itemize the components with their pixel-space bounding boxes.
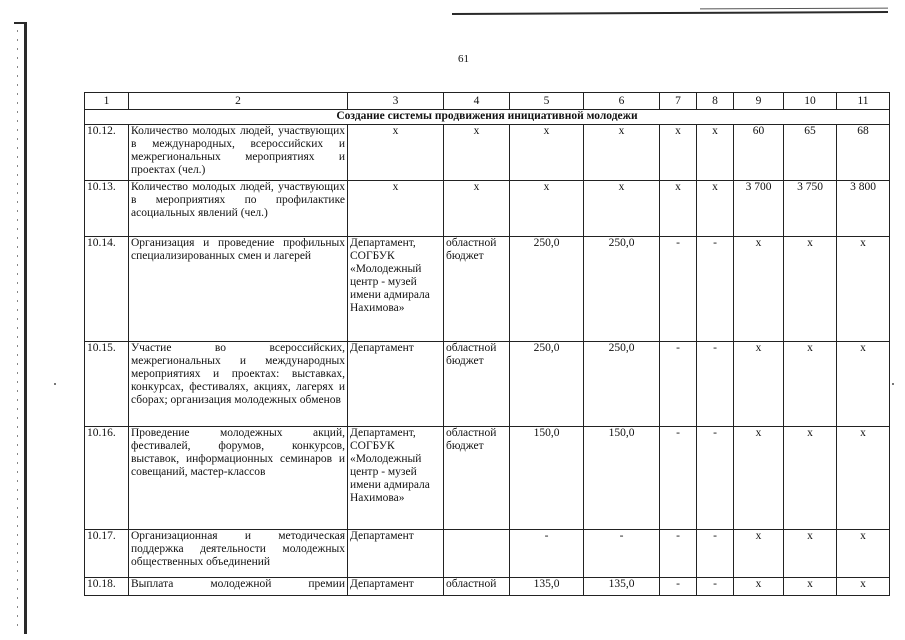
row-source: областной бюджет [444, 427, 510, 530]
row-value-9: х [734, 578, 784, 596]
row-value-7: - [660, 427, 697, 530]
row-value-8: х [697, 181, 734, 237]
column-header: 11 [837, 93, 890, 110]
row-source: х [444, 181, 510, 237]
row-value-11: х [837, 427, 890, 530]
row-description: Количество молодых людей, участвующих в международных, всероссийских и межрегиональных мероприятиях и проектах (чел.) [129, 125, 348, 181]
row-value-6: х [584, 125, 660, 181]
row-value-10: х [784, 530, 837, 578]
row-id: 10.12. [85, 125, 129, 181]
table-row [85, 578, 890, 596]
row-id: 10.14. [85, 237, 129, 342]
row-value-7: - [660, 237, 697, 342]
row-description: Организация и проведение профильных специализированных смен и лагерей [129, 237, 348, 342]
column-header: 1 [85, 93, 129, 110]
row-source: областной бюджет [444, 342, 510, 427]
table-row [85, 427, 890, 530]
binding-dots [17, 30, 18, 630]
row-value-8: х [697, 125, 734, 181]
column-header: 8 [697, 93, 734, 110]
row-value-6: 250,0 [584, 237, 660, 342]
row-description: Количество молодых людей, участвующих в мероприятиях по профилактике асоциальных явлений (чел.) [129, 181, 348, 237]
row-value-5: - [510, 530, 584, 578]
column-header: 3 [348, 93, 444, 110]
table-row [85, 125, 890, 181]
row-executor: Департамент [348, 342, 444, 427]
column-header: 7 [660, 93, 697, 110]
row-value-8: - [697, 342, 734, 427]
row-value-7: х [660, 125, 697, 181]
row-executor: Департамент [348, 530, 444, 578]
row-value-5: х [510, 181, 584, 237]
row-executor: Департамент [348, 578, 444, 596]
row-value-11: х [837, 578, 890, 596]
column-header: 9 [734, 93, 784, 110]
row-value-6: х [584, 181, 660, 237]
top-rule [452, 11, 888, 15]
column-header: 2 [129, 93, 348, 110]
section-title: Создание системы продвижения инициативной молодежи [85, 110, 890, 125]
row-description: Участие во всероссийских, межрегиональных и международных мероприятиях и проектах: выставках, конкурсах, фестивалях, акциях, лагерях и сборах; организация молодежных обменов [129, 342, 348, 427]
row-executor: Департамент, СОГБУК «Молодежный центр - музей имени адмирала Нахимова» [348, 427, 444, 530]
table-row [85, 237, 890, 342]
row-value-7: - [660, 530, 697, 578]
row-source: х [444, 125, 510, 181]
row-executor: Департамент, СОГБУК «Молодежный центр - музей имени адмирала Нахимова» [348, 237, 444, 342]
scan-speck [892, 383, 894, 385]
row-value-9: 3 700 [734, 181, 784, 237]
row-description: Проведение молодежных акций, фестивалей, форумов, конкурсов, выставок, информационных семинаров и совещаний, мастер-классов [129, 427, 348, 530]
row-value-5: 250,0 [510, 237, 584, 342]
row-id: 10.16. [85, 427, 129, 530]
row-value-10: х [784, 237, 837, 342]
column-number-row [85, 93, 890, 110]
row-value-6: - [584, 530, 660, 578]
row-value-8: - [697, 427, 734, 530]
row-executor: х [348, 125, 444, 181]
row-value-9: х [734, 530, 784, 578]
row-value-10: х [784, 342, 837, 427]
row-value-8: - [697, 530, 734, 578]
row-description: Выплата молодежной премии [129, 578, 348, 596]
row-value-6: 135,0 [584, 578, 660, 596]
row-value-5: 150,0 [510, 427, 584, 530]
row-value-10: 3 750 [784, 181, 837, 237]
row-value-8: - [697, 237, 734, 342]
row-value-5: 250,0 [510, 342, 584, 427]
row-value-5: 135,0 [510, 578, 584, 596]
row-value-5: х [510, 125, 584, 181]
column-header: 4 [444, 93, 510, 110]
table-row [85, 530, 890, 578]
table-row [85, 342, 890, 427]
row-value-9: 60 [734, 125, 784, 181]
row-source: областной [444, 578, 510, 596]
row-value-11: х [837, 530, 890, 578]
row-value-8: - [697, 578, 734, 596]
row-value-10: х [784, 578, 837, 596]
row-description: Организационная и методическая поддержка деятельности молодежных общественных объединений [129, 530, 348, 578]
column-header: 5 [510, 93, 584, 110]
column-header: 10 [784, 93, 837, 110]
row-id: 10.15. [85, 342, 129, 427]
row-value-7: - [660, 342, 697, 427]
scan-speck [54, 383, 56, 385]
page-number: 61 [458, 53, 469, 65]
section-row [85, 110, 890, 125]
row-value-11: х [837, 342, 890, 427]
row-value-11: 3 800 [837, 181, 890, 237]
row-value-9: х [734, 342, 784, 427]
table-row [85, 181, 890, 237]
row-source: областной бюджет [444, 237, 510, 342]
row-value-10: 65 [784, 125, 837, 181]
row-id: 10.13. [85, 181, 129, 237]
top-rule-thin [700, 8, 888, 10]
row-value-9: х [734, 427, 784, 530]
row-value-6: 250,0 [584, 342, 660, 427]
row-value-7: - [660, 578, 697, 596]
row-value-9: х [734, 237, 784, 342]
row-value-10: х [784, 427, 837, 530]
row-value-11: х [837, 237, 890, 342]
row-value-6: 150,0 [584, 427, 660, 530]
row-id: 10.18. [85, 578, 129, 596]
row-source [444, 530, 510, 578]
row-value-7: х [660, 181, 697, 237]
row-executor: х [348, 181, 444, 237]
row-id: 10.17. [85, 530, 129, 578]
column-header: 6 [584, 93, 660, 110]
row-value-11: 68 [837, 125, 890, 181]
binding-line [24, 22, 27, 634]
program-table [84, 92, 890, 596]
